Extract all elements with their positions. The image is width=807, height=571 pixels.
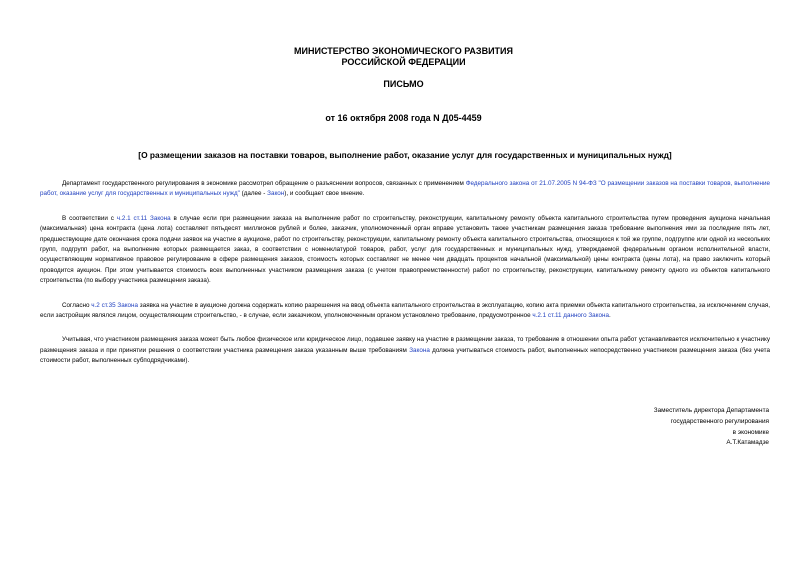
law-article-35-link[interactable]: ч.2 ст.35 Закона	[91, 301, 139, 309]
signer-position-line2: государственного регулирования	[670, 417, 769, 425]
paragraph-text: должна учитываться стоимость работ, выполненных непосредственно участником размещения заказа (без учета стоимости работ, выполненных субподрядчиками).	[40, 346, 770, 365]
document-type: ПИСЬМО	[383, 79, 424, 89]
paragraph-1	[40, 179, 770, 200]
paragraph-2	[40, 214, 770, 287]
paragraph-text: Учитывая, что участником размещения заказа может быть любое физическое или юридическое лицо, подавшее заявку на участие в размещении заказа, то требование в отношении опыта работ устанавливается исключительно к участнику размещения заказа и при принятии решения о соответствии участника размещения заказа указанным выше требованиям	[40, 336, 770, 354]
paragraph-text: В соответствии с	[62, 214, 117, 222]
document-header	[0, 46, 807, 124]
paragraph-text: в случае если при размещении заказа на выполнение работ по строительству, реконструкции, капитальному ремонту объекта капитального строительства путем проведения аукциона начальная (максимальная) цена контракта (цена лота) составляет пятьдесят миллионов рублей и более, заказчик, уполномоченный орган вправе установить также участникам размещения заказа требование выполнения ими за последние пять лет, предшествующие дате окончания срока подачи заявок на участие в аукционе, работ по строительству, реконструкции, капитальному ремонту объекта капитального строительства, относящихся к той же группе, подгруппе или одной из нескольких групп, подгрупп работ, на выполнение которых размещается заказ, в соответствии с номенклатурой товаров, работ, услуг для государственных и муниципальных нужд, утверждаемой федеральным органом исполнительной власти, осуществляющим нормативное правовое регулирование в сфере размещения заказов, стоимость которых составляет не менее чем двадцать процентов начальной (максимальной) цены контракта (цены лота), на право заключить который проводится аукцион. При этом учитывается стоимость всех выполненных участником размещения заказа (с учетом правопреемственности) работ по строительству, реконструкции, капитальному ремонту одного из объектов капитального строительства (по выбору участника размещения заказа).	[40, 214, 771, 285]
signer-name: А.Т.Катамадзе	[726, 439, 769, 447]
ministry-name-line2: РОССИЙСКОЙ ФЕДЕРАЦИИ	[341, 57, 466, 67]
signer-position-line1: Заместитель директора Департамента	[653, 407, 769, 414]
law-link[interactable]: Закона	[409, 346, 430, 354]
paragraph-3	[40, 301, 770, 322]
law-article-11-link[interactable]: ч.2.1 ст.11 Закона	[116, 214, 171, 222]
document-subject: [О размещении заказов на поставки товаров, выполнение работ, оказание услуг для государственных и муниципальных нужд]	[138, 150, 672, 160]
paragraph-text: (далее -	[239, 190, 268, 198]
law-link[interactable]: Закон	[267, 190, 285, 198]
signer-position-line3: в экономике	[732, 428, 769, 436]
federal-law-link[interactable]: Федерального закона от 21.07.2005 N 94-ФЗ "О размещении заказов на поставки товаров, выполнение работ, оказание услуг для государственных и муниципальных нужд"	[40, 180, 770, 198]
ministry-name-line1: МИНИСТЕРСТВО ЭКОНОМИЧЕСКОГО РАЗВИТИЯ	[294, 46, 513, 56]
paragraph-4	[40, 335, 770, 366]
paragraph-text: заявка на участие в аукционе должна содержать копию разрешения на ввод объекта капитального строительства в эксплуатацию, копию акта приемки объекта капитального строительства, за исключением случая, если застройщик являлся лицом, осуществляющим строительство, - в случае, если заказчиком, уполномоченным органом установлено требование, предусмотренное	[40, 301, 770, 320]
paragraph-text: Департамент государственного регулирования в экономике рассмотрел обращение о разъяснении вопросов, связанных с применением	[62, 180, 466, 187]
paragraph-text: .	[608, 312, 611, 320]
document-date-number: от 16 октября 2008 года N Д05-4459	[325, 113, 482, 123]
paragraph-text: ), и сообщает свое мнение.	[284, 190, 365, 198]
law-article-11-link[interactable]: ч.2.1 ст.11 данного Закона	[532, 312, 609, 320]
document-body	[40, 179, 770, 381]
signature-block	[549, 406, 769, 449]
paragraph-text: Согласно	[62, 301, 92, 309]
